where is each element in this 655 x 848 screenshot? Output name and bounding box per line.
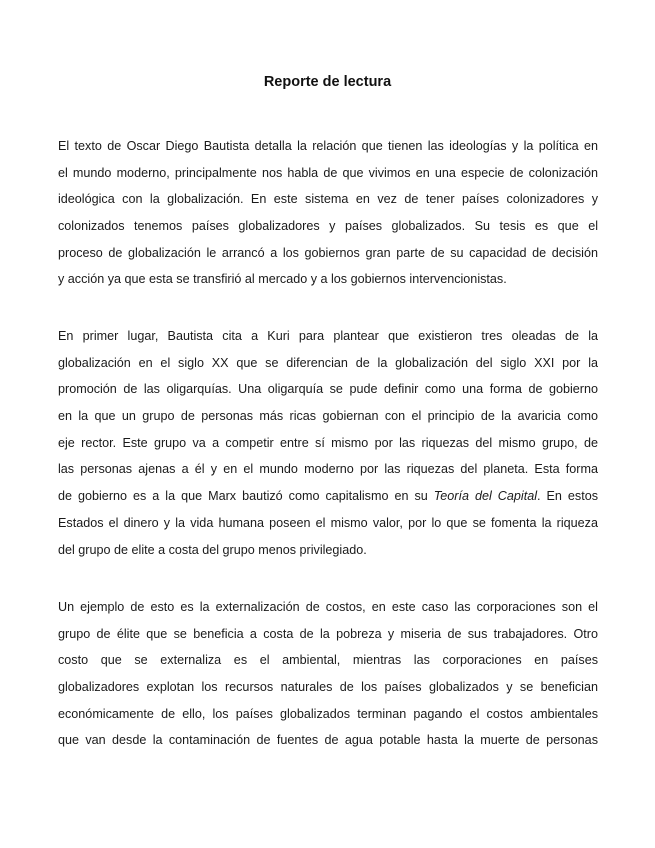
paragraph-line: en la que un grupo de personas más ricas gobiernan con el principio de la avaricia como [58,409,598,424]
paragraph-2 [58,323,598,563]
paragraph-line: que van desde la contaminación de fuentes de agua potable hasta la muerte de personas [58,733,598,748]
paragraph-3 [58,594,598,754]
paragraph-line: En primer lugar, Bautista cita a Kuri para plantear que existieron tres oleadas de la [58,329,598,343]
paragraph-line: ideológica con la globalización. En este sistema en vez de tener países colonizadores y [58,192,598,207]
paragraph-line: y acción ya que esta se transfirió al mercado y a los gobiernos intervencionistas. [58,272,507,287]
line-text: de gobierno es a la que Marx bautizó como capitalismo en su [58,489,434,504]
paragraph-line: colonizados tenemos países globalizadores y países globalizados. Su tesis es que el [58,219,598,234]
paragraph-line: promoción de las oligarquías. Una oligarquía se pude definir como una forma de gobierno [58,382,598,397]
paragraph-line: eje rector. Este grupo va a competir entre sí mismo por las riquezas del mismo grupo, de [58,435,598,450]
paragraph-1 [58,133,598,293]
paragraph-line: costo que se externaliza es el ambiental, mientras las corporaciones en países [58,653,598,668]
paragraph-line: del grupo de elite a costa del grupo menos privilegiado. [58,542,367,557]
paragraph-line: económicamente de ello, los países globalizados terminan pagando el costos ambientales [58,706,598,721]
paragraph-line: globalización en el siglo XX que se diferencian de la globalización del siglo XXI por la [58,355,598,370]
paragraph-line-with-italic [58,483,598,510]
paragraph-line: las personas ajenas a él y en el mundo moderno por las riquezas del planeta. Esta forma [58,462,598,477]
document-title: Reporte de lectura [263,74,392,90]
paragraph-line: Un ejemplo de esto es la externalización de costos, en este caso las corporaciones son el [58,600,598,614]
paragraph-line: El texto de Oscar Diego Bautista detalla la relación que tienen las ideologías y la política en [58,139,598,153]
line-text: . En estos [537,489,598,504]
paragraph-line: grupo de élite que se beneficia a costa de la pobreza y miseria de sus trabajadores. Otro [58,626,598,641]
paragraph-line: Estados el dinero y la vida humana poseen el mismo valor, por lo que se fomenta la riqueza [58,515,598,530]
paragraph-line: proceso de globalización le arrancó a los gobiernos gran parte de su capacidad de decisión [58,245,598,260]
paragraph-line: el mundo moderno, principalmente nos habla de que vivimos en una especie de colonización [58,165,598,180]
paragraph-line: globalizadores explotan los recursos naturales de los países globalizados y se benefician [58,680,598,695]
book-title-italic: Teoría del Capital [433,489,538,504]
